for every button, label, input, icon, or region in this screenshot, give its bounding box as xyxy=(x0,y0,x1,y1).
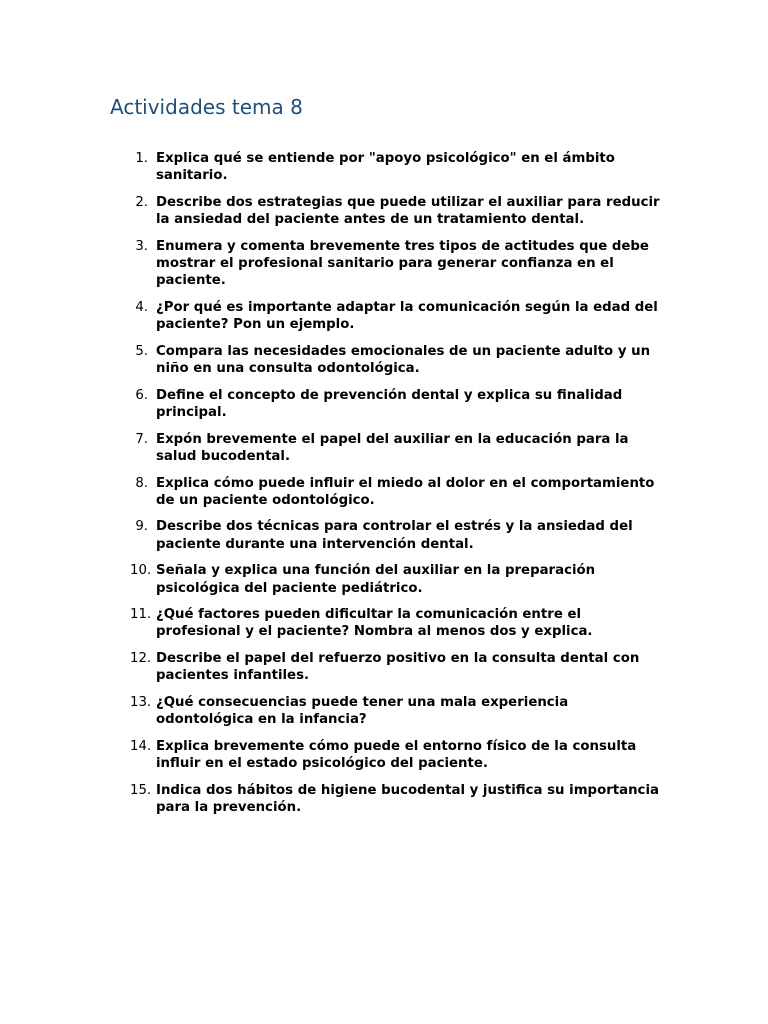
item-text: Explica qué se entiende por "apoyo psicológico" en el ámbito sanitario. xyxy=(156,151,615,184)
item-number: 8. xyxy=(135,475,148,491)
item-text: Explica brevemente cómo puede el entorno físico de la consulta influir en el estado psicológico del paciente. xyxy=(156,738,637,772)
list-item xyxy=(130,738,670,772)
item-number: 12. xyxy=(130,651,152,667)
item-text: Describe el papel del refuerzo positivo en la consulta dental con pacientes infantiles. xyxy=(156,651,640,684)
item-number: 15. xyxy=(130,782,152,798)
item-text: Describe dos estrategias que puede utilizar el auxiliar para reducir la ansiedad del paciente antes de un tratamiento dental. xyxy=(156,194,660,228)
list-item xyxy=(130,387,670,421)
list-item xyxy=(130,562,670,596)
item-text: ¿Qué consecuencias puede tener una mala experiencia odontológica en la infancia? xyxy=(156,695,569,728)
list-item xyxy=(130,782,670,816)
list-item xyxy=(130,299,670,333)
item-text: Describe dos técnicas para controlar el estrés y la ansiedad del paciente durante una intervención dental. xyxy=(156,519,633,552)
item-number: 4. xyxy=(135,299,148,315)
list-item xyxy=(130,518,670,552)
list-item xyxy=(130,343,670,377)
item-number: 7. xyxy=(135,431,148,447)
item-text: Indica dos hábitos de higiene bucodental y justifica su importancia para la prevención. xyxy=(156,782,659,816)
list-item xyxy=(130,431,670,465)
item-number: 9. xyxy=(135,519,148,535)
list-item xyxy=(130,606,670,640)
page-title: Actividades tema 8 xyxy=(110,95,303,119)
item-number: 14. xyxy=(130,738,152,754)
list-item xyxy=(130,650,670,684)
list-item xyxy=(130,238,670,290)
list-item xyxy=(130,150,670,184)
item-text: Expón brevemente el papel del auxiliar en la educación para la salud bucodental. xyxy=(156,431,629,464)
item-number: 5. xyxy=(135,343,148,359)
item-number: 13. xyxy=(130,695,152,711)
item-text: Explica cómo puede influir el miedo al dolor en el comportamiento de un paciente odontológico. xyxy=(156,475,655,508)
item-number: 6. xyxy=(135,387,148,403)
list-item xyxy=(130,475,670,509)
item-text: ¿Por qué es importante adaptar la comunicación según la edad del paciente? Pon un ejemplo. xyxy=(156,299,658,333)
question-list xyxy=(130,150,670,826)
item-number: 10. xyxy=(130,563,152,579)
item-number: 1. xyxy=(135,151,148,166)
item-text: Define el concepto de prevención dental y explica su finalidad principal. xyxy=(156,387,623,420)
item-text: Compara las necesidades emocionales de un paciente adulto y un niño en una consulta odontológica. xyxy=(156,343,651,377)
list-item xyxy=(130,694,670,728)
item-text: Señala y explica una función del auxiliar en la preparación psicológica del paciente pediátrico. xyxy=(156,563,596,596)
item-text: ¿Qué factores pueden dificultar la comunicación entre el profesional y el paciente? Nombra al menos dos y explica. xyxy=(156,607,593,640)
item-number: 2. xyxy=(135,194,148,210)
item-number: 3. xyxy=(135,238,148,254)
list-item xyxy=(130,194,670,228)
item-text: Enumera y comenta brevemente tres tipos de actitudes que debe mostrar el profesional sanitario para generar confianza en el paciente. xyxy=(156,238,649,289)
item-number: 11. xyxy=(130,607,152,623)
